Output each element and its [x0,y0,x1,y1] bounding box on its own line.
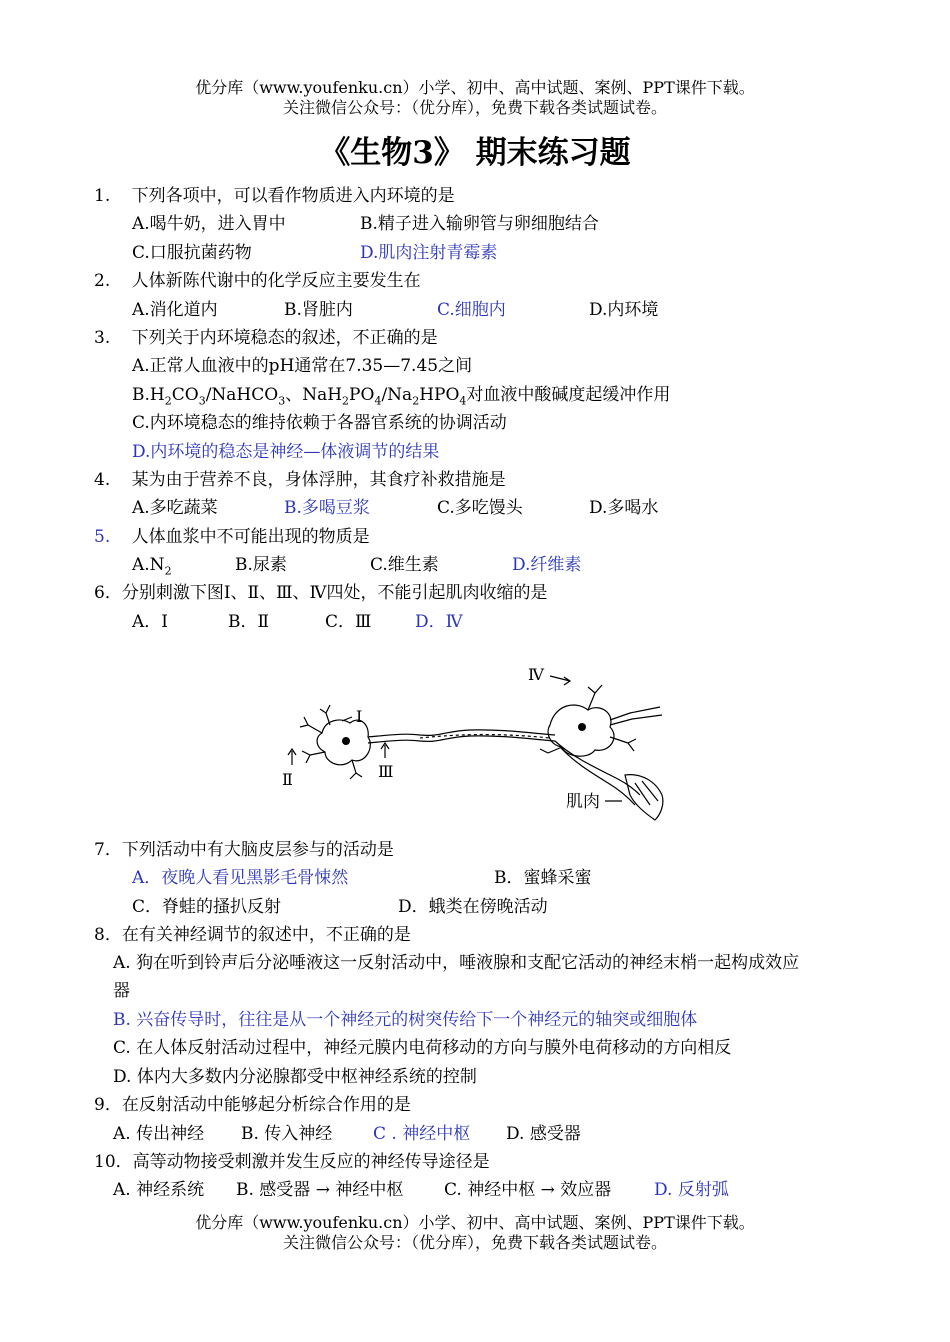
q7-option-d: D．蛾类在傍晚活动 [398,897,548,917]
q9-option-a: A. 传出神经 [113,1124,205,1144]
q2-number: 2. [94,271,111,291]
question-8-stem: 8．在有关神经调节的叙述中，不正确的是 [94,925,411,945]
q3-stem: 下列关于内环境稳态的叙述，不正确的是 [131,328,438,348]
label-muscle: 肌肉 [566,792,600,812]
q8-option-b-answer: B. 兴奋传导时，往往是从一个神经元的树突传给下一个神经元的轴突或细胞体 [113,1010,698,1030]
q1-option-c: C.口服抗菌药物 [132,243,252,263]
q7-option-c: C．脊蛙的搔扒反射 [132,897,282,917]
q3-option-b: $B.H_2CO_3/NaHCO_3$、$NaH_2PO_4/Na_2HPO_4$对血液中酸碱度起缓冲作用 [132,385,671,408]
header-line-2: 关注微信公众号：（优分库），免费下载各类试题试卷。 [282,98,667,117]
question-6-stem: 6．分别刺激下图Ⅰ、Ⅱ、Ⅲ、Ⅳ四处，不能引起肌肉收缩的是 [94,583,548,603]
question-2 [94,269,421,293]
q1-stem: 下列各项中，可以看作物质进入内环境的是 [131,186,455,206]
q3-option-a: A.正常人血液中的pH通常在7.35—7.45之间 [132,356,473,376]
q6-option-a: A．Ⅰ [132,612,168,632]
label-IV: Ⅳ [528,665,544,684]
q5-option-d-answer: D.纤维素 [512,555,582,575]
label-I: Ⅰ [356,707,363,726]
q7-option-a-answer: A．夜晚人看见黑影毛骨悚然 [132,868,349,888]
q4-option-a: A.多吃蔬菜 [132,498,218,518]
right-nucleus [578,723,586,731]
q9-option-c-answer: C . 神经中枢 [373,1124,471,1144]
q1-option-b: B.精子进入输卵管与卵细胞结合 [360,214,599,234]
header-line-1: 优分库（www.youfenku.cn）小学、初中、高中试题、案例、PPT课件下载。 [195,78,755,97]
q5-number: 5. [94,527,111,547]
question-1 [94,184,455,208]
q2-stem: 人体新陈代谢中的化学反应主要发生在 [131,271,421,291]
q4-option-b-answer: B.多喝豆浆 [284,498,370,518]
q6-option-d-answer: D．Ⅳ [415,612,463,632]
q4-stem: 某为由于营养不良，身体浮肿，其食疗补救措施是 [131,470,506,490]
q4-number: 4. [94,470,111,490]
q5-option-b: B.尿素 [235,555,287,575]
q5-option-c: C.维生素 [370,555,439,575]
question-7-stem: 7．下列活动中有大脑皮层参与的活动是 [94,840,394,860]
q3-number: 3. [94,328,111,348]
q10-option-d-answer: D. 反射弧 [654,1180,729,1200]
page-title: 《生物3》 期末练习题 [319,135,631,171]
q3-option-d-answer: D.内环境的稳态是神经—体液调节的结果 [132,442,440,462]
q2-option-d: D.内环境 [589,300,659,320]
question-9-stem: 9．在反射活动中能够起分析综合作用的是 [94,1095,411,1115]
q8-option-c: C. 在人体反射活动过程中，神经元膜内电荷移动的方向与膜外电荷移动的方向相反 [113,1038,732,1058]
footer-line-2: 关注微信公众号：（优分库），免费下载各类试题试卷。 [282,1233,667,1252]
q4-option-d: D.多喝水 [589,498,659,518]
q2-option-c-answer: C.细胞内 [437,300,506,320]
q6-option-b: B．Ⅱ [228,612,270,632]
q8-option-a-line2: 器 [113,981,130,1001]
q1-option-a: A.喝牛奶，进入胃中 [132,214,286,234]
muscle-fiber [625,775,663,820]
q8-option-d: D. 体内大多数内分泌腺都受中枢神经系统的控制 [113,1067,477,1087]
q6-option-c: C．Ⅲ [325,612,372,632]
question-5 [94,525,370,549]
neuron-muscle-diagram [270,655,670,825]
left-nucleus [342,737,350,745]
q10-option-a: A. 神经系统 [113,1180,205,1200]
label-II: Ⅱ [282,770,293,789]
q1-number: 1. [94,186,111,206]
q9-option-d: D. 感受器 [506,1124,581,1144]
question-3 [94,326,438,350]
label-III: Ⅲ [378,762,394,781]
q5-stem: 人体血浆中不可能出现的物质是 [131,527,370,547]
q2-option-a: A.消化道内 [132,300,218,320]
q9-option-b: B. 传入神经 [241,1124,333,1144]
question-4 [94,468,506,492]
q8-option-a-line1: A. 狗在听到铃声后分泌唾液这一反射活动中，唾液腺和支配它活动的神经末梢一起构成效应 [113,953,800,973]
q10-option-c: C. 神经中枢 → 效应器 [444,1180,612,1200]
q10-option-b: B. 感受器 → 神经中枢 [236,1180,404,1200]
footer-line-1: 优分库（www.youfenku.cn）小学、初中、高中试题、案例、PPT课件下载。 [195,1213,755,1232]
q3-option-c: C.内环境稳态的维持依赖于各器官系统的协调活动 [132,413,507,433]
q1-option-d-answer: D.肌肉注射青霉素 [360,243,498,263]
q7-option-b: B．蜜蜂采蜜 [494,868,592,888]
q4-option-c: C.多吃馒头 [437,498,523,518]
q2-option-b: B.肾脏内 [284,300,353,320]
question-10-stem: 10．高等动物接受刺激并发生反应的神经传导途径是 [94,1152,490,1172]
axon [368,730,555,737]
q5-option-a: $A.N_2$ [132,555,172,578]
